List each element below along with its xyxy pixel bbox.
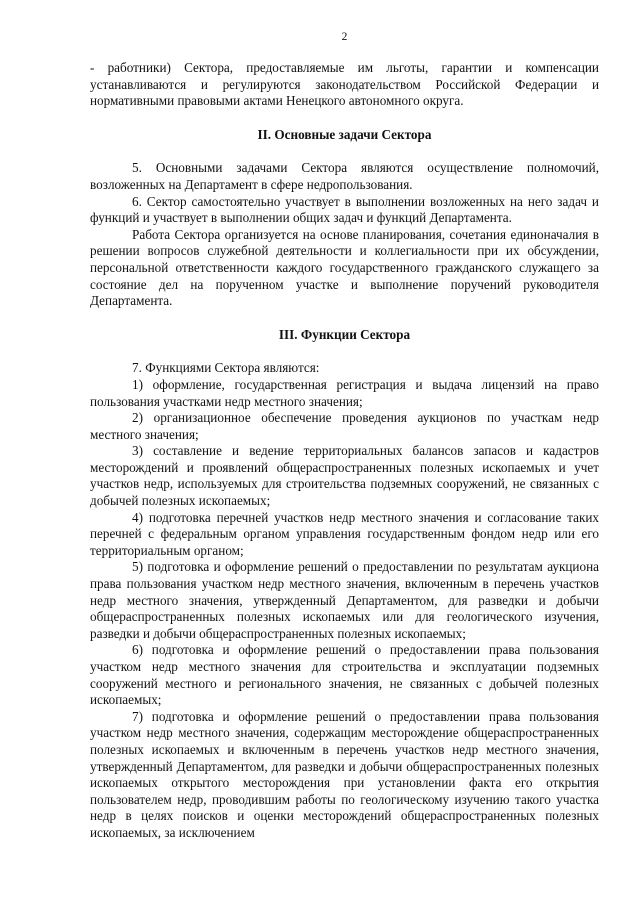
function-item-1: 1) оформление, государственная регистрация и выдача лицензий на право пользования участками недр местного значения; [90, 376, 599, 409]
function-item-4: 4) подготовка перечней участков недр местного значения и согласование таких перечней с федеральным органом управления государственным фондом недр или его территориальным органом; [90, 509, 599, 558]
intro-paragraph: - работники) Сектора, предоставляемые им льготы, гарантии и компенсации устанавливаются и регулируются законодательством Российской Федерации и нормативными правовыми актами Ненецкого автономного округа. [90, 60, 599, 109]
section-2-paragraph-6: 6. Сектор самостоятельно участвует в выполнении возложенных на него задач и функций и участвует в выполнении общих задач и функций Департамента. [90, 193, 599, 226]
function-item-2: 2) организационное обеспечение проведения аукционов по участкам недр местного значения; [90, 410, 599, 442]
section-2-paragraph-5: 5. Основными задачами Сектора являются осуществление полномочий, возложенных на Департамент в сфере недропользования. [90, 160, 599, 192]
function-item-3: 3) составление и ведение территориальных балансов запасов и кадастров месторождений и проявлений общераспространенных полезных ископаемых и учет участков недр, используемых для строительства подземных сооружений, не связанных с добычей полезных ископаемых; [90, 443, 599, 509]
section-3-heading: III. Функции Сектора [278, 326, 411, 342]
section-2-paragraph-work: Работа Сектора организуется на основе планирования, сочетания единоначалия в решении вопросов служебной деятельности и коллегиальности при их обсуждении, персональной ответственности каждого государственного гражданского служащего за состояние дел на порученном участке и выполнение поручений руководителя Департамента. [90, 226, 599, 309]
page-number: 2 [341, 31, 348, 43]
function-item-7: 7) подготовка и оформление решений о предоставлении права пользования участком недр местного значения, содержащим месторождение общераспространенных полезных ископаемых и включенным в перечень участков недр местного значения, утвержденный Департаментом, для разведки и добычи общераспространенных полезных ископаемых открытого месторождения при установлении факта его открытия пользователем недр, проводившим работы по геологическому изучению такого участка недр в целях поисков и оценки месторождений общераспространенных полезных ископаемых, за исключением [90, 708, 599, 840]
function-item-6: 6) подготовка и оформление решений о предоставлении права пользования участком недр местного значения для строительства и эксплуатации подземных сооружений местного и регионального значения, не связанных с добычей полезных ископаемых; [90, 642, 599, 708]
section-2-heading: II. Основные задачи Сектора [257, 126, 432, 142]
section-3-paragraph-7: 7. Функциями Сектора являются: [132, 360, 320, 376]
function-item-5: 5) подготовка и оформление решений о предоставлении по результатам аукциона права пользования участком недр местного значения, включенным в перечень участков недр местного значения, утвержденный Департаментом, для разведки и добычи общераспространенных полезных ископаемых или для геологического изучения, разведки и добычи общераспространенных полезных ископаемых; [90, 559, 599, 641]
